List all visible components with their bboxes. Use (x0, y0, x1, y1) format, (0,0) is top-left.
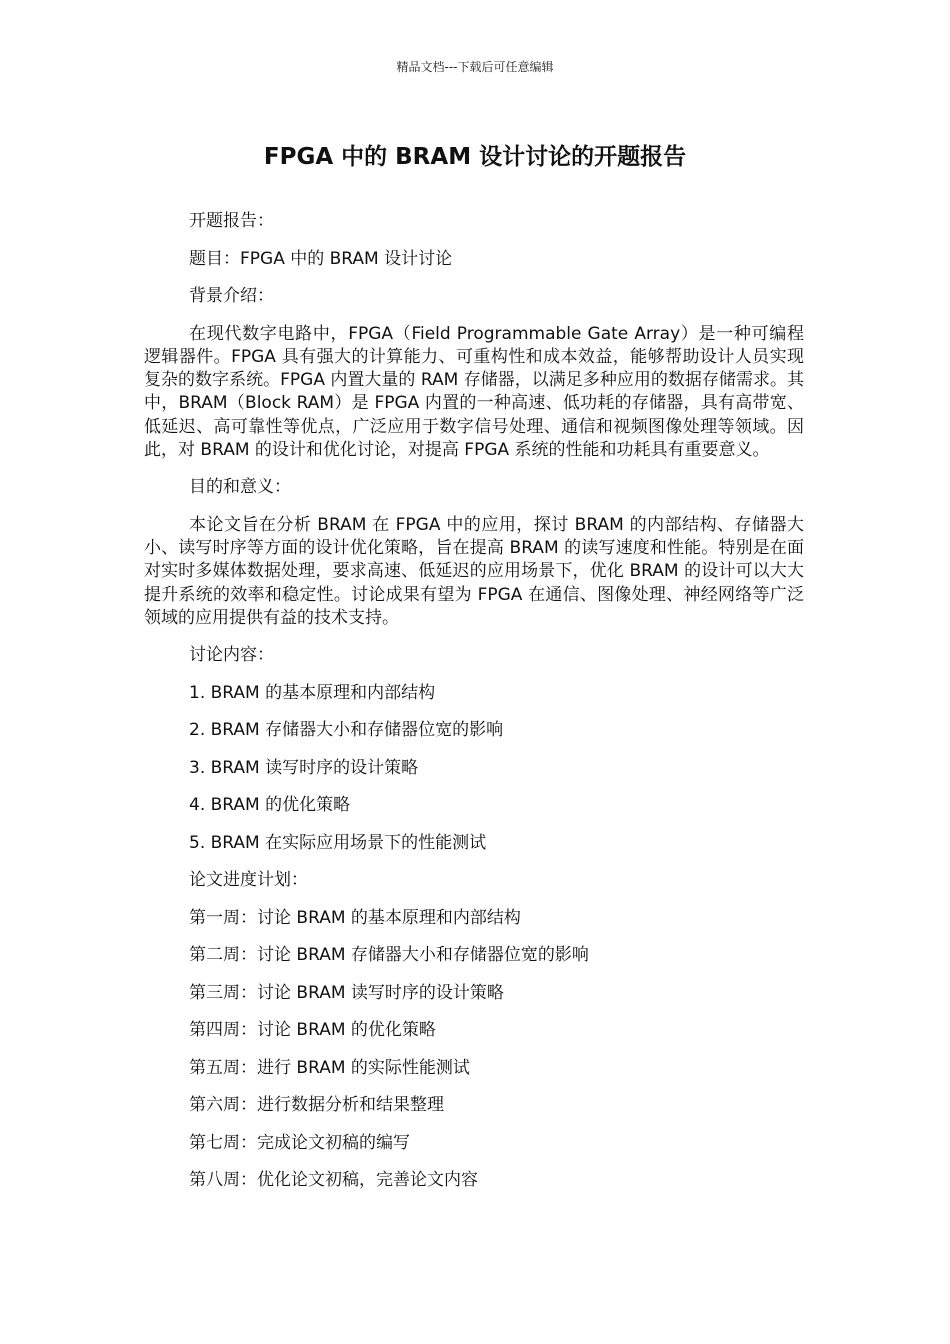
content-item: 2. BRAM 存储器大小和存储器位宽的影响 (189, 720, 504, 741)
page-header: 精品文档---下载后可任意编辑 (396, 60, 554, 74)
document-body (144, 210, 804, 1207)
schedule-item: 第七周：完成论文初稿的编写 (189, 1132, 410, 1153)
schedule-item: 第三周：讨论 BRAM 读写时序的设计策略 (189, 982, 504, 1003)
document-title: FPGA 中的 BRAM 设计讨论的开题报告 (263, 144, 687, 170)
schedule-item: 第六周：进行数据分析和结果整理 (189, 1095, 444, 1116)
content-label: 讨论内容： (189, 645, 274, 666)
purpose-label: 目的和意义： (189, 477, 291, 498)
purpose-paragraph: 本论文旨在分析 BRAM 在 FPGA 中的应用，探讨 BRAM 的内部结构、存储器大小、读写时序等方面的设计优化策略，旨在提高 BRAM 的读写速度和性能。特别是在面对实时多媒体数据处理，要求高速、低延迟的应用场景下，优化 BRAM 的设计可以大大提升系统的效率和稳定性。讨论成果有望为 FPGA 在通信、图像处理、神经网络等广泛领域的应用提供有益的技术支持。 (144, 514, 804, 628)
schedule-item: 第四周：讨论 BRAM 的优化策略 (189, 1020, 436, 1041)
schedule-item: 第五周：进行 BRAM 的实际性能测试 (189, 1057, 470, 1078)
content-item: 5. BRAM 在实际应用场景下的性能测试 (189, 832, 487, 853)
content-item: 4. BRAM 的优化策略 (189, 795, 351, 816)
background-label: 背景介绍： (189, 286, 274, 306)
schedule-item: 第一周：讨论 BRAM 的基本原理和内部结构 (189, 907, 521, 928)
content-item: 1. BRAM 的基本原理和内部结构 (189, 682, 436, 703)
report-label: 开题报告： (189, 211, 274, 231)
schedule-label: 论文进度计划： (189, 870, 308, 891)
topic-line: 题目：FPGA 中的 BRAM 设计讨论 (189, 248, 453, 269)
schedule-item: 第二周：讨论 BRAM 存储器大小和存储器位宽的影响 (189, 945, 589, 966)
content-item: 3. BRAM 读写时序的设计策略 (189, 757, 419, 778)
background-paragraph: 在现代数字电路中，FPGA（Field Programmable Gate Array）是一种可编程逻辑器件。FPGA 具有强大的计算能力、可重构性和成本效益，能够帮助设计人员实现复杂的数字系统。FPGA 内置大量的 RAM 存储器，以满足多种应用的数据存储需求。其中，BRAM（Block RAM）是 FPGA 内置的一种高速、低功耗的存储器，具有高带宽、低延迟、高可靠性等优点，广泛应用于数字信号处理、通信和视频图像处理等领域。因此，对 BRAM 的设计和优化讨论，对提高 FPGA 系统的性能和功耗具有重要意义。 (144, 323, 804, 460)
schedule-item: 第八周：优化论文初稿，完善论文内容 (189, 1170, 478, 1191)
